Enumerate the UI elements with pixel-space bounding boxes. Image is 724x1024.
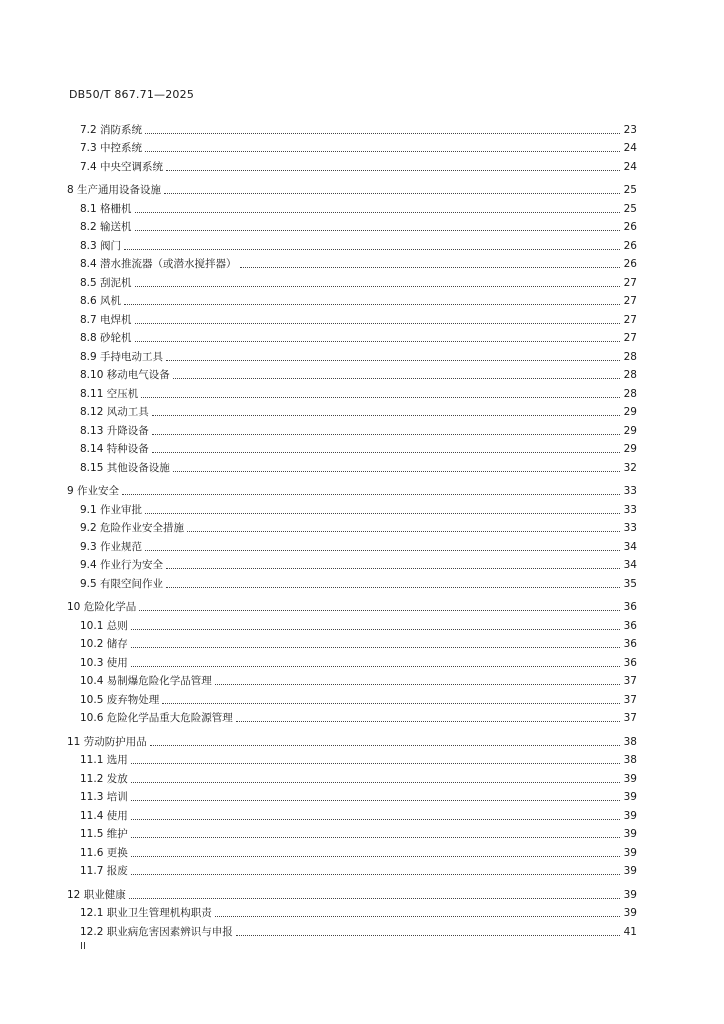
toc-section-entry[interactable] [67,419,637,438]
toc-dot-leader [166,567,620,569]
toc-section-entry[interactable] [67,804,637,823]
toc-entry-label: 10.1 总则 [80,619,128,632]
toc-entry-label: 10.4 易制爆危险化学品管理 [80,675,212,687]
toc-entry-page-number: 27 [623,313,637,326]
toc-chapter-entry[interactable] [67,883,637,902]
toc-dot-leader [131,799,620,801]
toc-section-entry[interactable] [67,216,637,235]
toc-entry-page-number: 39 [623,846,637,859]
toc-dot-leader [215,683,620,685]
toc-entry-label: 9.1 作业审批 [80,503,143,516]
toc-section-entry[interactable] [67,920,637,939]
toc-entry-page-number: 33 [623,522,637,534]
toc-entry-page-number: 35 [623,577,637,590]
toc-entry-label: 8.12 风动工具 [80,406,149,418]
toc-section-entry[interactable] [67,633,637,652]
toc-section-entry[interactable] [67,456,637,475]
toc-dot-leader [173,470,620,472]
toc-dot-leader [131,818,620,820]
toc-dot-leader [139,609,620,611]
toc-entry-label: 8.8 砂轮机 [80,332,132,344]
page-number: II [80,941,86,952]
toc-entry-page-number: 25 [623,202,637,215]
toc-dot-leader [145,549,620,551]
toc-section-entry[interactable] [67,271,637,290]
toc-dot-leader [131,855,620,857]
toc-entry-page-number: 29 [623,424,637,437]
toc-dot-leader [131,781,620,783]
toc-dot-leader [129,897,620,899]
toc-entry-page-number: 28 [623,387,637,400]
toc-entry-page-number: 33 [623,485,637,497]
toc-entry-page-number: 38 [623,754,637,766]
toc-entry-label: 8.3 阀门 [80,239,122,252]
toc-dot-leader [135,340,620,342]
toc-section-entry[interactable] [67,197,637,216]
toc-dot-leader [131,646,620,648]
toc-dot-leader [122,493,620,495]
toc-entry-label: 11.7 报废 [80,865,128,877]
toc-entry-page-number: 28 [623,350,637,363]
toc-dot-leader [131,762,620,764]
toc-section-entry[interactable] [67,823,637,842]
toc-entry-label: 8 生产通用设备设施 [67,184,162,196]
toc-entry-page-number: 28 [623,369,637,381]
toc-section-entry[interactable] [67,841,637,860]
toc-entry-label: 11.6 更换 [80,846,128,859]
toc-entry-page-number: 26 [623,239,637,252]
toc-dot-leader [124,303,620,305]
toc-section-entry[interactable] [67,786,637,805]
toc-entry-page-number: 36 [623,619,637,632]
toc-entry-label: 9.3 作业规范 [80,540,143,553]
toc-entry-label: 9 作业安全 [67,485,120,497]
toc-dot-leader [173,377,620,379]
toc-dot-leader [187,530,620,532]
toc-section-entry[interactable] [67,670,637,689]
toc-entry-page-number: 39 [623,828,637,840]
toc-entry-label: 8.7 电焊机 [80,313,132,326]
toc-dot-leader [124,248,620,250]
toc-section [67,730,637,878]
toc-entry-label: 9.2 危险作业安全措施 [80,522,185,534]
toc-entry-label: 8.15 其他设备设施 [80,461,170,474]
toc-entry-page-number: 29 [623,443,637,455]
toc-dot-leader [135,211,620,213]
toc-entry-page-number: 26 [623,258,637,270]
toc-entry-page-number: 27 [623,295,637,307]
toc-dot-leader [152,433,620,435]
toc-dot-leader [166,586,620,588]
toc-dot-leader [135,285,620,287]
toc-chapter-entry[interactable] [67,480,637,499]
toc-section-entry[interactable] [67,517,637,536]
toc-entry-label: 8.5 刮泥机 [80,276,132,289]
toc-section-entry[interactable] [67,327,637,346]
toc-section-entry[interactable] [67,364,637,383]
toc-dot-leader [236,934,620,936]
toc-section-entry[interactable] [67,651,637,670]
toc-entry-label: 8.1 格栅机 [80,202,132,215]
document-code: DB50/T 867.71—2025 [69,88,195,101]
toc-section [67,596,637,726]
toc-entry-label: 10.3 使用 [80,656,128,669]
toc-dot-leader [131,873,620,875]
toc-entry-page-number: 39 [623,888,637,901]
toc-section-entry[interactable] [67,290,637,309]
toc-section-entry[interactable] [67,308,637,327]
toc-dot-leader [141,396,620,398]
toc-entry-label: 8.10 移动电气设备 [80,369,170,381]
toc-entry-page-number: 34 [623,540,637,553]
toc-section-entry[interactable] [67,535,637,554]
toc-entry-label: 12 职业健康 [67,888,126,901]
toc-entry-label: 8.14 特种设备 [80,443,149,455]
toc-entry-page-number: 26 [623,221,637,233]
toc-dot-leader [131,665,620,667]
toc-dot-leader [150,744,620,746]
toc-chapter-entry[interactable] [67,596,637,615]
toc-section-entry[interactable] [67,749,637,768]
toc-entry-label: 11.5 维护 [80,828,128,840]
toc-entry-label: 11.1 选用 [80,754,128,766]
toc-entry-page-number: 39 [623,809,637,822]
toc-section [67,480,637,591]
toc-entry-label: 8.6 风机 [80,295,122,307]
toc-entry-label: 8.2 输送机 [80,221,132,233]
toc-entry-label: 12.1 职业卫生管理机构职责 [80,907,212,919]
toc-section-entry[interactable] [67,572,637,591]
toc-entry-page-number: 37 [623,693,637,706]
toc-dot-leader [152,414,620,416]
toc-entry-page-number: 33 [623,503,637,516]
toc-entry-label: 9.4 作业行为安全 [80,559,164,571]
toc-section-entry[interactable] [67,767,637,786]
toc-entry-page-number: 39 [623,907,637,919]
toc-section-entry[interactable] [67,382,637,401]
toc-dot-leader [145,132,620,134]
table-of-contents [67,118,637,944]
toc-entry-label: 7.3 中控系统 [80,142,143,154]
toc-entry-page-number: 29 [623,406,637,418]
toc-section-entry[interactable] [67,614,637,633]
toc-dot-leader [131,836,620,838]
toc-dot-leader [166,359,620,361]
toc-entry-page-number: 24 [623,142,637,154]
toc-section-entry[interactable] [67,688,637,707]
toc-entry-page-number: 24 [623,160,637,173]
toc-entry-page-number: 27 [623,276,637,289]
toc-dot-leader [145,512,620,514]
toc-entry-page-number: 39 [623,772,637,785]
toc-entry-page-number: 41 [623,925,637,938]
toc-section-entry[interactable] [67,234,637,253]
toc-entry-page-number: 38 [623,735,637,748]
toc-entry-page-number: 37 [623,675,637,687]
toc-entry-label: 8.11 空压机 [80,387,139,400]
toc-section-entry[interactable] [67,498,637,517]
toc-dot-leader [240,266,620,268]
toc-entry-page-number: 37 [623,712,637,724]
toc-entry-label: 9.5 有限空间作业 [80,577,164,590]
toc-entry-page-number: 36 [623,601,637,613]
toc-entry-page-number: 36 [623,638,637,650]
toc-section-entry[interactable] [67,345,637,364]
toc-entry-page-number: 25 [623,184,637,196]
toc-section [67,883,637,939]
toc-entry-label: 11.2 发放 [80,772,128,785]
toc-section-entry[interactable] [67,401,637,420]
toc-section-entry[interactable] [67,137,637,156]
toc-dot-leader [215,915,620,917]
toc-entry-page-number: 39 [623,865,637,877]
toc-dot-leader [135,322,620,324]
toc-section-entry[interactable] [67,253,637,272]
toc-entry-label: 7.2 消防系统 [80,123,143,136]
toc-dot-leader [135,229,620,231]
toc-entry-page-number: 23 [623,123,637,136]
toc-section-entry[interactable] [67,155,637,174]
toc-section-entry[interactable] [67,902,637,921]
toc-entry-label: 11 劳动防护用品 [67,735,147,748]
toc-entry-page-number: 36 [623,656,637,669]
toc-dot-leader [164,192,620,194]
toc-entry-label: 11.3 培训 [80,791,128,803]
toc-dot-leader [236,720,620,722]
toc-dot-leader [152,451,620,453]
toc-entry-label: 10.5 废弃物处理 [80,693,160,706]
toc-entry-page-number: 32 [623,461,637,474]
toc-dot-leader [162,702,620,704]
toc-section-entry[interactable] [67,707,637,726]
toc-section-entry[interactable] [67,118,637,137]
toc-chapter-entry[interactable] [67,179,637,198]
toc-entry-page-number: 39 [623,791,637,803]
toc-section-entry[interactable] [67,860,637,879]
toc-dot-leader [145,150,620,152]
toc-section [67,179,637,475]
toc-entry-label: 8.4 潜水推流器（或潜水搅拌器） [80,258,237,270]
toc-entry-label: 10 危险化学品 [67,601,137,613]
toc-entry-label: 10.6 危险化学品重大危险源管理 [80,712,233,724]
toc-entry-page-number: 34 [623,559,637,571]
toc-section-entry[interactable] [67,554,637,573]
toc-entry-label: 8.13 升降设备 [80,424,149,437]
toc-chapter-entry[interactable] [67,730,637,749]
toc-section [67,118,637,174]
toc-dot-leader [166,169,620,171]
toc-dot-leader [131,628,620,630]
toc-section-entry[interactable] [67,438,637,457]
toc-entry-label: 7.4 中央空调系统 [80,160,164,173]
toc-entry-label: 10.2 储存 [80,638,128,650]
toc-entry-page-number: 27 [623,332,637,344]
toc-entry-label: 12.2 职业病危害因素辨识与申报 [80,925,233,938]
toc-entry-label: 11.4 使用 [80,809,128,822]
toc-entry-label: 8.9 手持电动工具 [80,350,164,363]
